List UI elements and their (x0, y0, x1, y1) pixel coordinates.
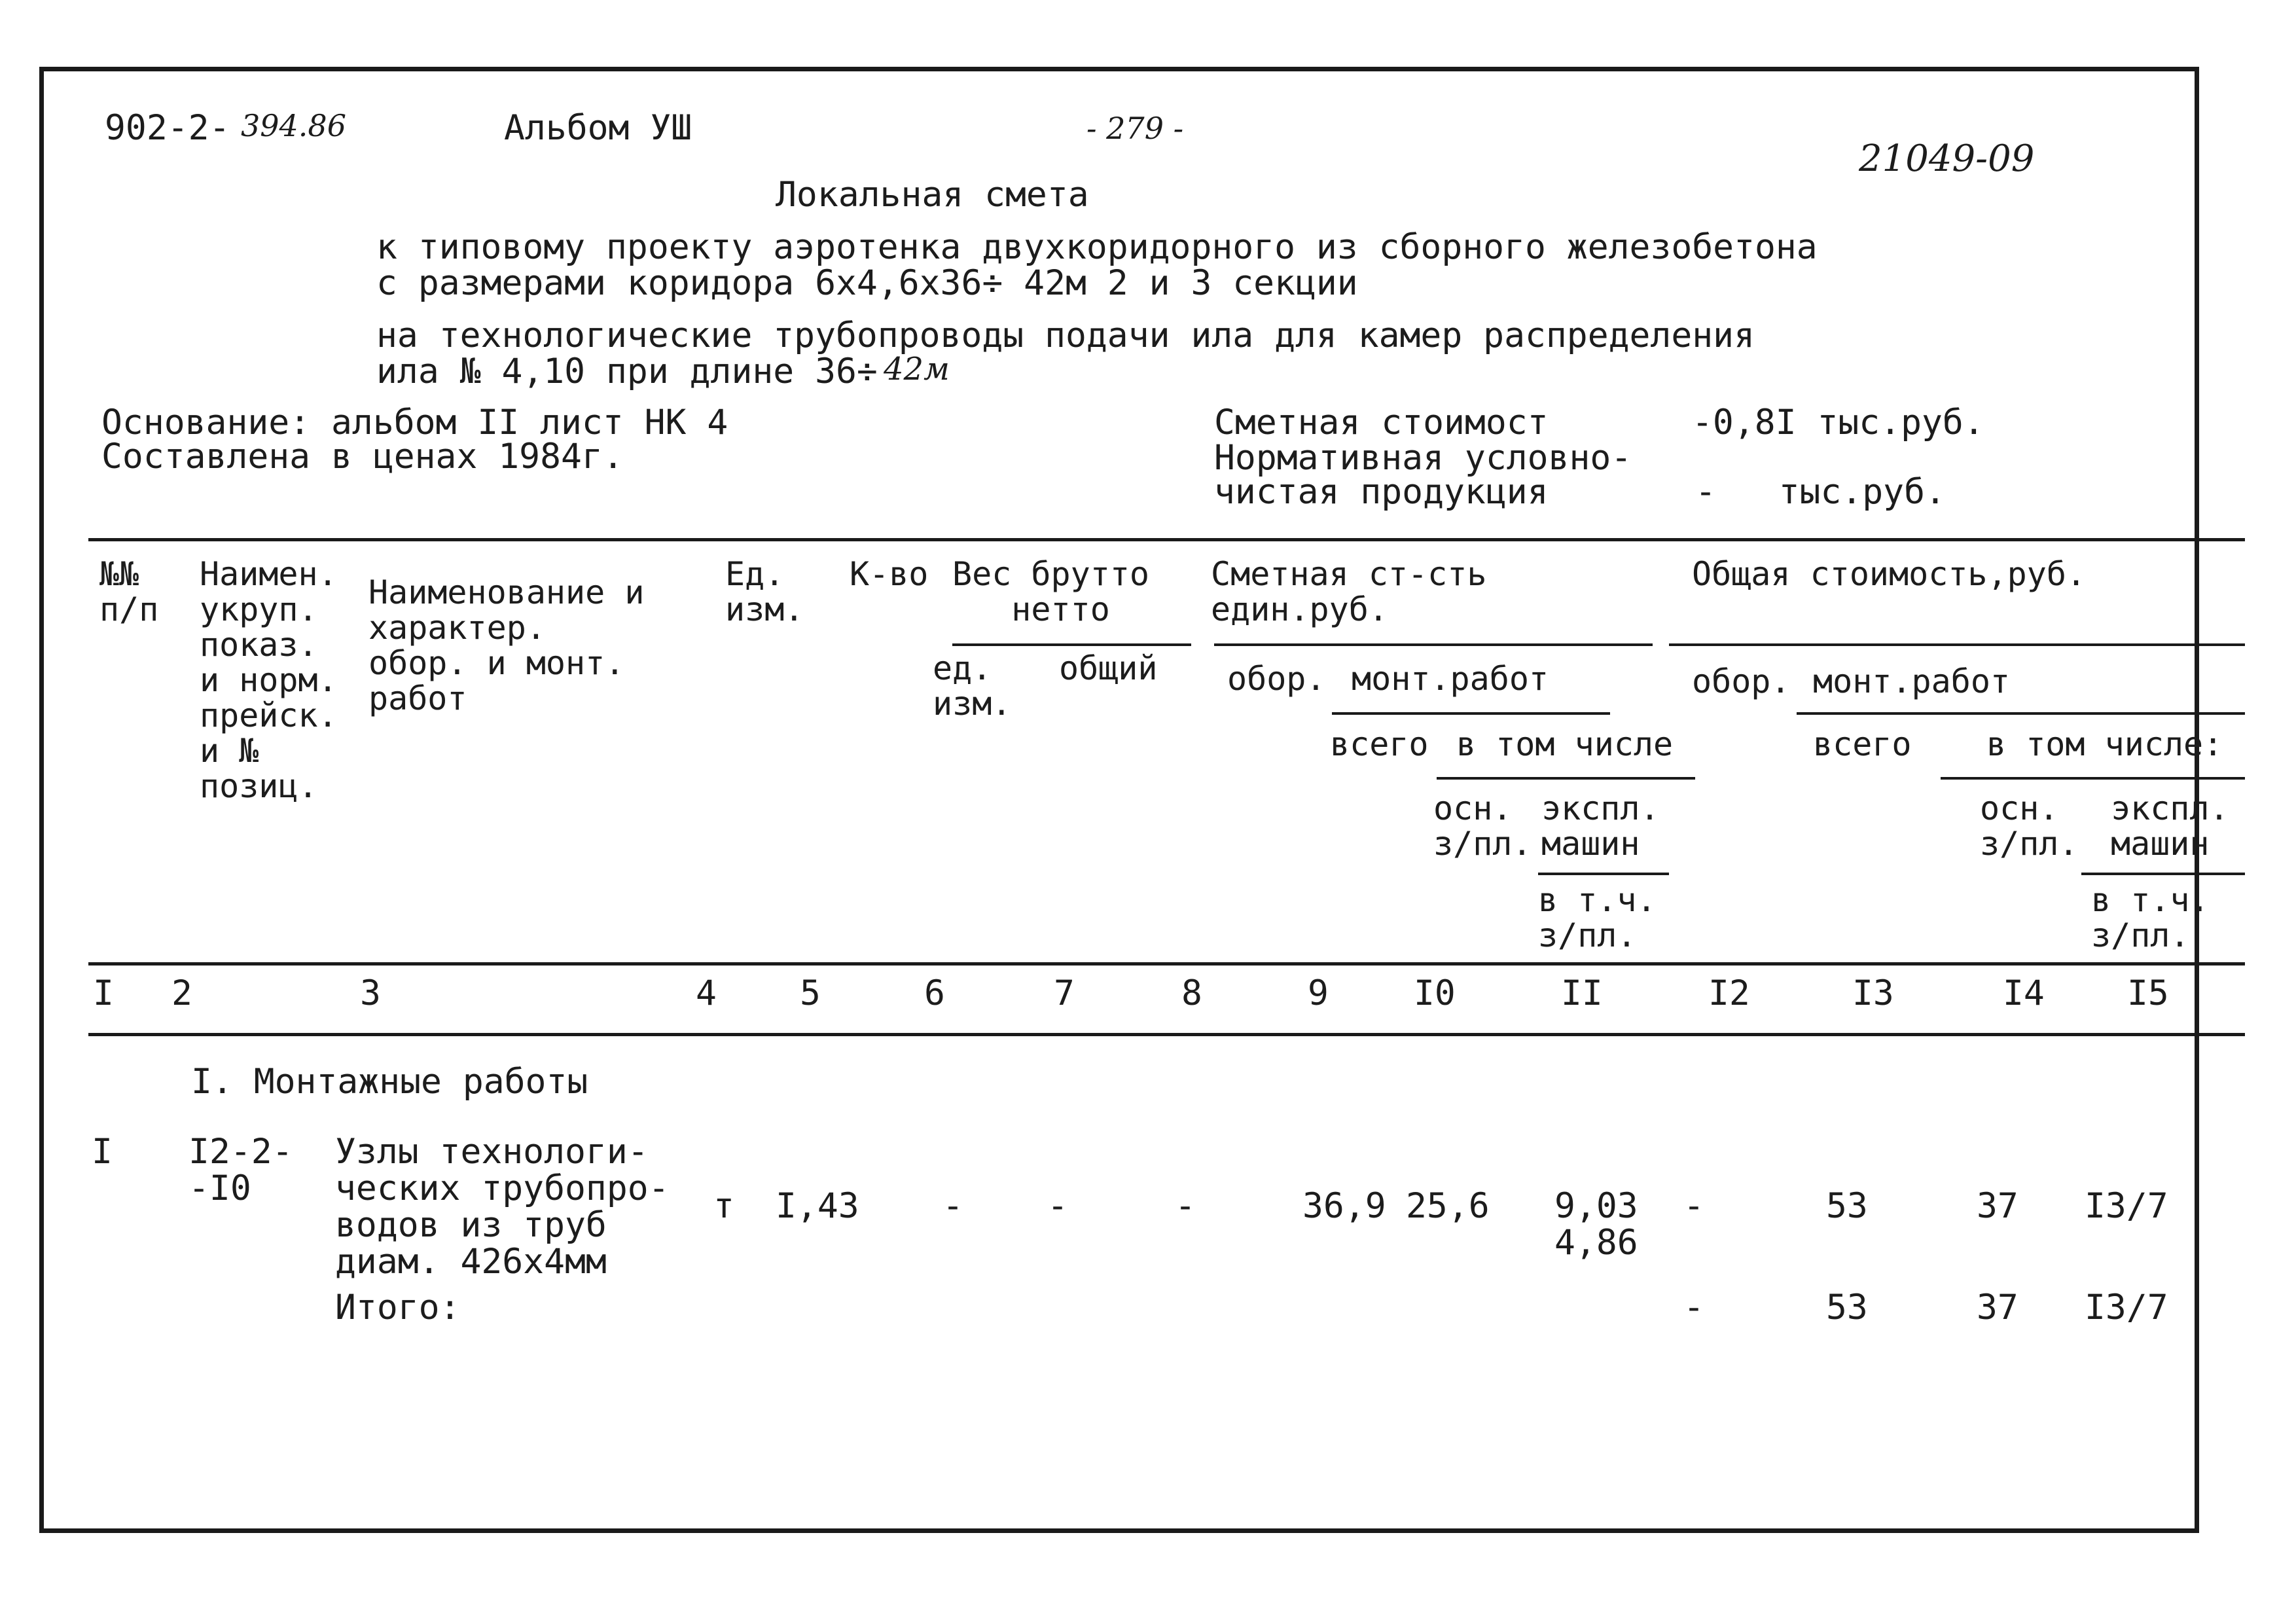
row-qty: I,43 (776, 1186, 859, 1226)
total-vtom-rule (1941, 777, 2245, 780)
th-unit-obor: обор. (1227, 660, 1326, 698)
title-line-3: на технологические трубопроводы подачи ила для камер распределения (376, 316, 1755, 355)
row-weight-unit: - (942, 1186, 963, 1226)
page-number: - 279 - (1086, 111, 1184, 146)
total-obor: - (1683, 1288, 1704, 1327)
cost-value-2: - тыс.руб. (1695, 472, 1946, 512)
total-vsego: 53 (1826, 1288, 1868, 1327)
unit-mont-rule (1332, 712, 1610, 715)
row-col-8: - (1175, 1186, 1196, 1226)
th-num: №№ п/п (99, 555, 159, 628)
th-total-mont: монт.работ (1813, 662, 2011, 700)
th-code: Наимен. укруп. показ. и норм. прейск. и № позиц. (200, 555, 338, 805)
th-weight: Вес брутто нетто (952, 555, 1150, 628)
col-num-14: I4 (2003, 973, 2045, 1013)
th-unit-ekspl: экспл. машин (1541, 789, 1660, 863)
doc-code-handwritten: 394.86 (241, 108, 346, 143)
doc-code: 902-2- (105, 108, 230, 148)
unit-cost-rule (1214, 643, 1653, 646)
total-osn: 37 (1977, 1288, 2018, 1327)
page-title: Локальная смета (776, 175, 1089, 215)
col-num-3: 3 (360, 973, 381, 1013)
cost-label-1: Сметная стоимост (1214, 403, 1549, 442)
col-num-11: II (1561, 973, 1603, 1013)
total-mont-rule (1797, 712, 2245, 715)
total-label: Итого: (335, 1288, 461, 1327)
th-unit: Ед. изм. (725, 555, 804, 628)
basis-line-1: Основание: альбом II лист НК 4 (101, 403, 728, 442)
th-name: Наименование и характер. обор. и монт. работ (368, 573, 645, 717)
row-code: I2-2- -I0 (188, 1132, 293, 1208)
row-unit: т (713, 1186, 734, 1226)
row-total-vsego: 53 (1826, 1186, 1868, 1226)
title-line-1: к типовому проекту аэротенка двухкоридорного из сборного железобетона (376, 227, 1818, 267)
col-num-8: 8 (1181, 973, 1202, 1013)
title-line-2: с размерами коридора 6х4,6х36÷ 42м 2 и 3 секции (376, 263, 1358, 303)
th-total-osn: осн. з/пл. (1980, 789, 2079, 863)
col-num-15: I5 (2127, 973, 2169, 1013)
cost-value-1: -0,8I тыс.руб. (1692, 403, 1984, 442)
th-unit-vtom: в том числе (1456, 725, 1674, 763)
th-qty: К-во (850, 555, 929, 593)
title-line-4: ила № 4,10 при длине 36÷ (376, 352, 878, 391)
row-obor: 36,9 (1302, 1186, 1386, 1226)
col-num-7: 7 (1054, 973, 1075, 1013)
th-unit-vsego: всего (1330, 725, 1429, 763)
th-unit-mont: монт.работ (1352, 660, 1549, 698)
th-weight-total: общий (1059, 649, 1158, 687)
col-num-10: I0 (1414, 973, 1456, 1013)
th-total-ekspl: экспл. машин (2111, 789, 2229, 863)
th-unit-vtch: в т.ч. з/пл. (1538, 881, 1657, 954)
col-num-2: 2 (171, 973, 192, 1013)
total-ekspl: I3/7 (2085, 1288, 2168, 1327)
th-total-vtch: в т.ч. з/пл. (2091, 881, 2210, 954)
th-total-vsego: всего (1813, 725, 1912, 763)
title-length-handwritten: 42м (884, 351, 950, 388)
th-total-vtom: в том числе: (1986, 725, 2223, 763)
th-unit-osn: осн. з/пл. (1433, 789, 1532, 863)
cost-label-3: чистая продукция (1214, 472, 1549, 512)
th-weight-unit: ед. изм. (933, 649, 1012, 723)
col-num-9: 9 (1308, 973, 1329, 1013)
row-name: Узлы технологи- ческих трубопро- водов из труб диам. 426х4мм (335, 1132, 670, 1282)
header-bottom-rule (88, 962, 2245, 965)
basis-line-2: Составлена в ценах 1984г. (101, 437, 624, 477)
col-num-1: I (93, 973, 114, 1013)
column-numbers-rule (88, 1033, 2245, 1036)
total-cost-rule (1669, 643, 2245, 646)
cost-label-2: Нормативная условно- (1214, 438, 1632, 478)
row-total-osn: 37 (1977, 1186, 2018, 1226)
unit-vtom-rule (1437, 777, 1695, 780)
stamp-number: 21049-09 (1859, 137, 2035, 180)
col-num-6: 6 (924, 973, 945, 1013)
col-num-4: 4 (696, 973, 717, 1013)
row-num: I (92, 1132, 113, 1172)
row-total-ekspl: I3/7 (2085, 1186, 2168, 1226)
row-mont: 25,6 (1406, 1186, 1490, 1226)
unit-ekspl-rule (1538, 873, 1669, 875)
album-label: Альбом УШ (504, 108, 692, 148)
th-total-cost: Общая стоимость,руб. (1692, 555, 2087, 593)
total-ekspl-rule (2081, 873, 2245, 875)
table-top-rule (88, 538, 2245, 541)
col-num-13: I3 (1852, 973, 1894, 1013)
col-num-12: I2 (1708, 973, 1750, 1013)
row-total-obor: - (1683, 1186, 1704, 1226)
row-ekspl: 9,03 4,86 (1554, 1186, 1638, 1263)
th-unit-cost: Сметная ст-сть един.руб. (1211, 555, 1487, 628)
weight-rule (952, 643, 1191, 646)
col-num-5: 5 (800, 973, 821, 1013)
th-total-obor: обор. (1692, 662, 1791, 700)
row-weight-total: - (1047, 1186, 1068, 1226)
section-title: I. Монтажные работы (191, 1062, 588, 1102)
